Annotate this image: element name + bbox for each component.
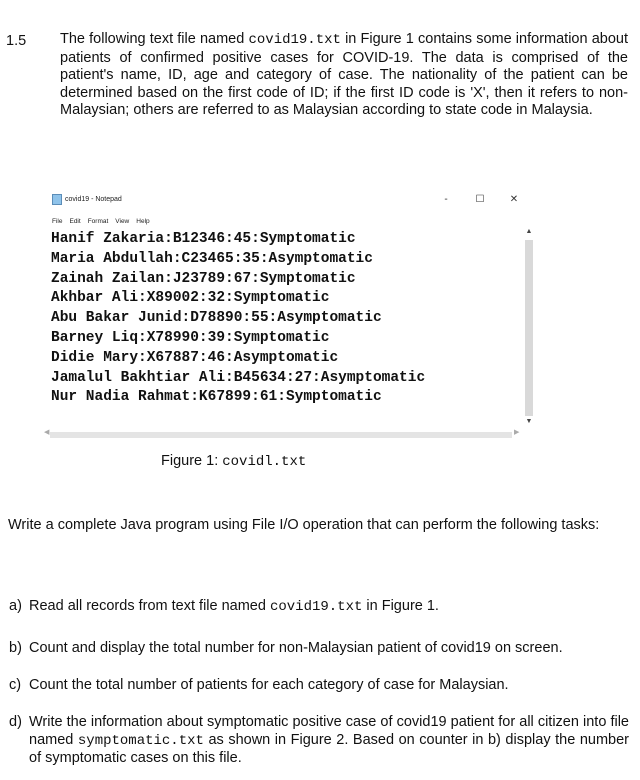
task-a-label: a)	[9, 598, 22, 614]
task-b-text: Count and display the total number for non-Malaysian patient of covid19 on screen.	[29, 640, 563, 656]
scroll-left-icon[interactable]: ◀	[44, 429, 50, 436]
notepad-window	[44, 190, 542, 446]
figure-label: Figure 1:	[161, 453, 223, 469]
intro-text-after: in Figure 1 contains some information about patients of confirmed positive cases for COVID-19. The data is comprised of the patient's name, ID, age and category of case. The nationality of the patient can be determined based on the first code of ID; if the first ID code is 'X', then it refers to non-Malaysian; others are referred to as Malaysian according to state code in Malaysia.	[60, 31, 628, 118]
notepad-menubar	[52, 218, 150, 225]
record-line: Hanif Zakaria:B12346:45:Symptomatic	[51, 231, 356, 247]
horizontal-scrollbar[interactable]	[44, 431, 522, 439]
menu-file[interactable]: File	[52, 218, 63, 225]
menu-view[interactable]: View	[115, 218, 130, 225]
figure-filename: covidl.txt	[222, 454, 307, 470]
scroll-right-icon[interactable]: ▶	[514, 429, 520, 436]
vertical-scrollbar[interactable]	[524, 228, 534, 428]
task-d-before: Write the information about symptomatic positive case of covid19 patient for all citizen into file named	[29, 714, 629, 748]
record-line: Abu Bakar Junid:D78890:55:Asymptomatic	[51, 310, 382, 327]
task-d	[9, 714, 629, 768]
record-line: Barney Liq:X78990:39:Symptomatic	[51, 329, 330, 346]
menu-edit[interactable]: Edit	[69, 218, 81, 225]
task-c-text: Count the total number of patients for each category of case for Malaysian.	[29, 677, 509, 693]
record-line: Didie Mary:X67887:46:Asymptomatic	[51, 349, 339, 366]
task-a	[9, 598, 629, 617]
record-line: Akhbar Ali:X89002:32:Symptomatic	[51, 290, 330, 307]
task-c	[9, 677, 629, 695]
horizontal-scroll-thumb[interactable]	[50, 432, 512, 438]
notepad-title: covid19 - Notepad	[65, 196, 122, 203]
question-intro	[60, 31, 628, 120]
task-a-after: in Figure 1.	[362, 598, 439, 614]
question-number: 1.5	[6, 33, 27, 49]
notepad-text-area[interactable]	[51, 230, 425, 408]
task-a-text	[29, 598, 629, 617]
figure-1-caption	[161, 453, 306, 470]
task-d-filename: symptomatic.txt	[77, 732, 204, 749]
task-d-label: d)	[9, 714, 22, 730]
intro-filename: covid19.txt	[248, 32, 341, 48]
close-icon[interactable]: ✕	[509, 194, 519, 205]
record-line: Maria Abdullah:C23465:35:Asymptomatic	[51, 250, 373, 267]
task-d-text	[29, 714, 629, 768]
intro-text-before: The following text file named	[60, 31, 249, 47]
minimize-icon[interactable]: -	[444, 194, 448, 205]
task-a-filename: covid19.txt	[269, 599, 363, 615]
menu-format[interactable]: Format	[87, 218, 109, 225]
scroll-down-icon[interactable]: ▼	[525, 418, 533, 425]
scroll-up-icon[interactable]: ▲	[525, 228, 533, 235]
notepad-titlebar	[52, 194, 122, 205]
record-line: Jamalul Bakhtiar Ali:B45634:27:Asymptomatic	[51, 369, 426, 386]
vertical-scroll-thumb[interactable]	[525, 240, 533, 416]
window-controls	[440, 194, 520, 205]
record-line: Zainah Zailan:J23789:67:Symptomatic	[51, 270, 356, 287]
task-intro: Write a complete Java program using File I/O operation that can perform the following tasks:	[8, 517, 600, 533]
notepad-icon	[52, 194, 62, 205]
task-d-after: as shown in Figure 2. Based on counter in b) display the number of symptomatic cases on this file.	[29, 731, 629, 766]
menu-help[interactable]: Help	[136, 218, 150, 225]
task-a-before: Read all records from text file named	[29, 598, 270, 614]
record-line: Nur Nadia Rahmat:K67899:61:Symptomatic	[51, 389, 382, 406]
task-b	[9, 640, 629, 658]
task-c-label: c)	[9, 677, 22, 693]
maximize-icon[interactable]: ☐	[475, 194, 485, 205]
task-b-label: b)	[9, 640, 22, 656]
